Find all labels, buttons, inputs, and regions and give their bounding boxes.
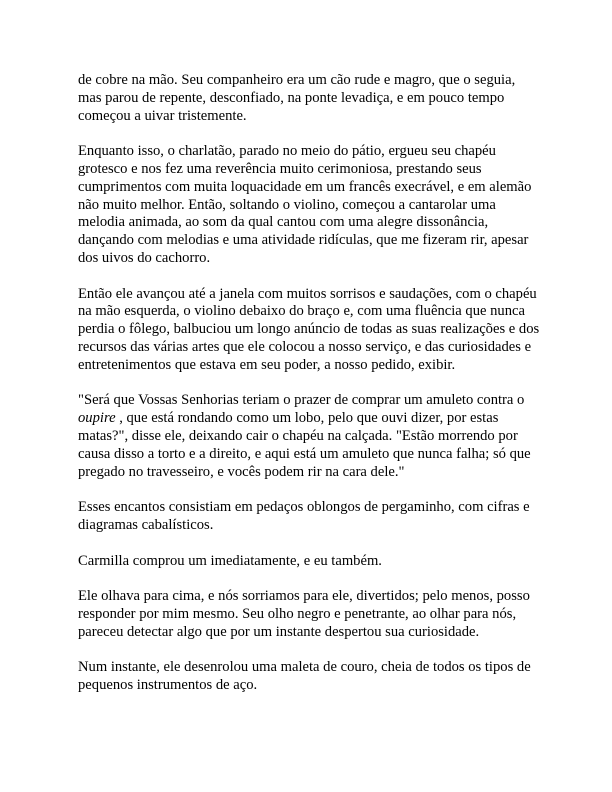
paragraph-1: de cobre na mão. Seu companheiro era um cão rude e magro, que o seguia, mas parou de repente, desconfiado, na ponte levadiça, e em pouco tempo começou a uivar tristemente. xyxy=(78,72,516,124)
paragraph-4-text-before: "Será que Vossas Senhorias teriam o prazer de comprar um amuleto contra o xyxy=(78,392,525,409)
paragraph-4-text-after: , que está rondando como um lobo, pelo que ouvi dizer, por estas matas?", disse ele, deixando cair o chapéu na calçada. "Estão morrendo por causa disso a torto e a direito, e aqui está um amuleto que nunca falha; só que pregado no travesseiro, e vocês podem rir na cara dele." xyxy=(78,410,531,480)
paragraph-4 xyxy=(78,392,540,481)
document-page xyxy=(78,72,540,695)
paragraph-4-italic-word: oupire xyxy=(78,410,116,427)
paragraph-2: Enquanto isso, o charlatão, parado no meio do pátio, ergueu seu chapéu grotesco e nos fez uma reverência muito cerimoniosa, prestando seus cumprimentos com muita loquacidade em um francês execrável, e em alemão não muito melhor. Então, soltando o violino, começou a cantarolar uma melodia animada, ao som da qual cantou com uma alegre dissonância, dançando com melodias e uma atividade ridículas, que me fizeram rir, apesar dos uivos do cachorro. xyxy=(78,143,532,266)
paragraph-8: Num instante, ele desenrolou uma maleta de couro, cheia de todos os tipos de pequenos instrumentos de aço. xyxy=(78,659,531,694)
paragraph-5: Esses encantos consistiam em pedaços oblongos de pergaminho, com cifras e diagramas cabalísticos. xyxy=(78,499,530,533)
paragraph-3: Então ele avançou até a janela com muitos sorrisos e saudações, com o chapéu na mão esquerda, o violino debaixo do braço e, com uma fluência que nunca perdia o fôlego, balbuciou um longo anúncio de todas as suas realizações e dos recursos das várias artes que ele colocou a nosso serviço, e das curiosidades e entretenimentos que estava em seu poder, a nosso pedido, exibir. xyxy=(78,285,540,373)
paragraph-6: Carmilla comprou um imediatamente, e eu também. xyxy=(78,552,382,569)
paragraph-7: Ele olhava para cima, e nós sorriamos para ele, divertidos; pelo menos, posso responder por mim mesmo. Seu olho negro e penetrante, ao olhar para nós, pareceu detectar algo que por um instante despertou sua curiosidade. xyxy=(78,588,530,640)
